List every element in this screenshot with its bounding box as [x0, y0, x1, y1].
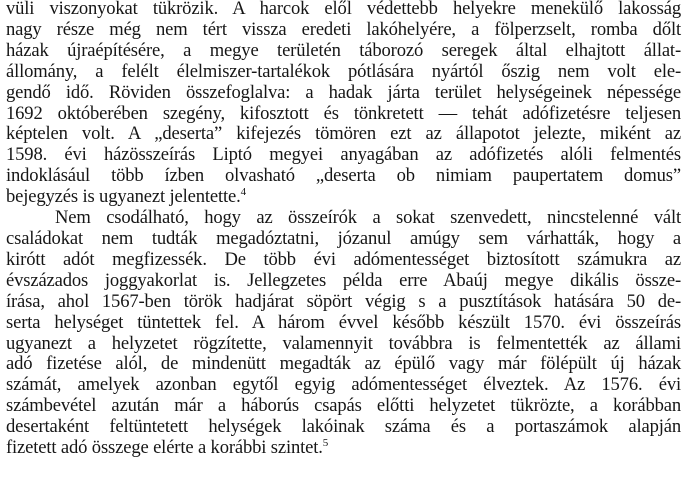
text-line-last	[6, 187, 681, 208]
text-line: számát, amelyek azonban egytől egyig adómentességet élveztek. Az 1576. évi	[6, 374, 681, 396]
text-line: vüli viszonyokat tükrözik. A harcok elől védettebb helyekre menekülő lakosság	[6, 0, 681, 19]
footnote-marker[interactable]: 4	[240, 186, 246, 199]
text-line: házak újraépítésére, a megye területén táborozó seregek által elhajtott állat-	[6, 39, 681, 61]
text-line: serta helységet tüntettek fel. A három évvel később készült 1570. évi összeírás	[6, 311, 681, 333]
paragraph-continuation	[6, 0, 681, 208]
text-line: nagy része még nem tért vissza eredeti lakóhelyére, a fölperzselt, romba dőlt	[6, 18, 681, 40]
text-line-content: bejegyzés is ugyanezt jelentette.	[6, 186, 241, 208]
text-line: adó fizetése alól, de mindenütt megadták az épülő vagy már fölépült új házak	[6, 353, 681, 375]
text-line: indoklásául több ízben olvasható „deserta ob nimiam paupertatem domus”	[6, 165, 681, 187]
text-line: számbevétel azután már a háborús csapás előtti helyzetet tükrözte, a korábban	[6, 395, 681, 417]
text-line: kirótt adót megfizessék. De több évi adómentességet biztosított számukra az	[6, 248, 681, 270]
document-page	[6, 0, 681, 480]
paragraph-nem-csodalhato	[6, 208, 681, 459]
text-line-last	[6, 438, 681, 459]
text-line: évszázados joggyakorlat is. Jellegzetes példa erre Abaúj megye dikális össze-	[6, 269, 681, 291]
text-line: képtelen volt. A „deserta” kifejezés tömören ezt az állapotot jelezte, miként az	[6, 123, 681, 145]
text-line: írása, ahol 1567-ben török hadjárat söpört végig s a pusztítások hatására 50 de-	[6, 290, 681, 312]
text-line: állomány, a felélt élelmiszer-tartalékok pótlására nyártól őszig nem volt ele-	[6, 60, 681, 82]
text-line-content: fizetett adó összege elérte a korábbi szintet.	[6, 437, 323, 459]
text-line: 1598. évi házösszeírás Liptó megyei anyagában az adófizetés alóli felmentés	[6, 144, 681, 166]
text-line: családokat nem tudták megadóztatni, józanul amúgy sem várhatták, hogy a	[6, 227, 681, 249]
text-line-indented: Nem csodálható, hogy az összeírók a sokat szenvedett, nincstelenné vált	[55, 207, 681, 229]
text-line: ugyanezt a helyzetet rögzítette, valamennyit továbbra is felmentették az állami	[6, 332, 681, 354]
text-line: desertaként feltüntetett helységek lakóinak száma és a portaszámok alapján	[6, 416, 681, 438]
footnote-marker[interactable]: 5	[322, 437, 329, 450]
text-line: 1692 októberében szegény, kifosztott és tönkretett — tehát adófizetésre teljesen	[6, 102, 681, 124]
text-line: gendő idő. Röviden összefoglalva: a hadak járta terület helységeinek népessége	[6, 81, 681, 103]
clipped-next-paragraph-line	[6, 459, 681, 480]
